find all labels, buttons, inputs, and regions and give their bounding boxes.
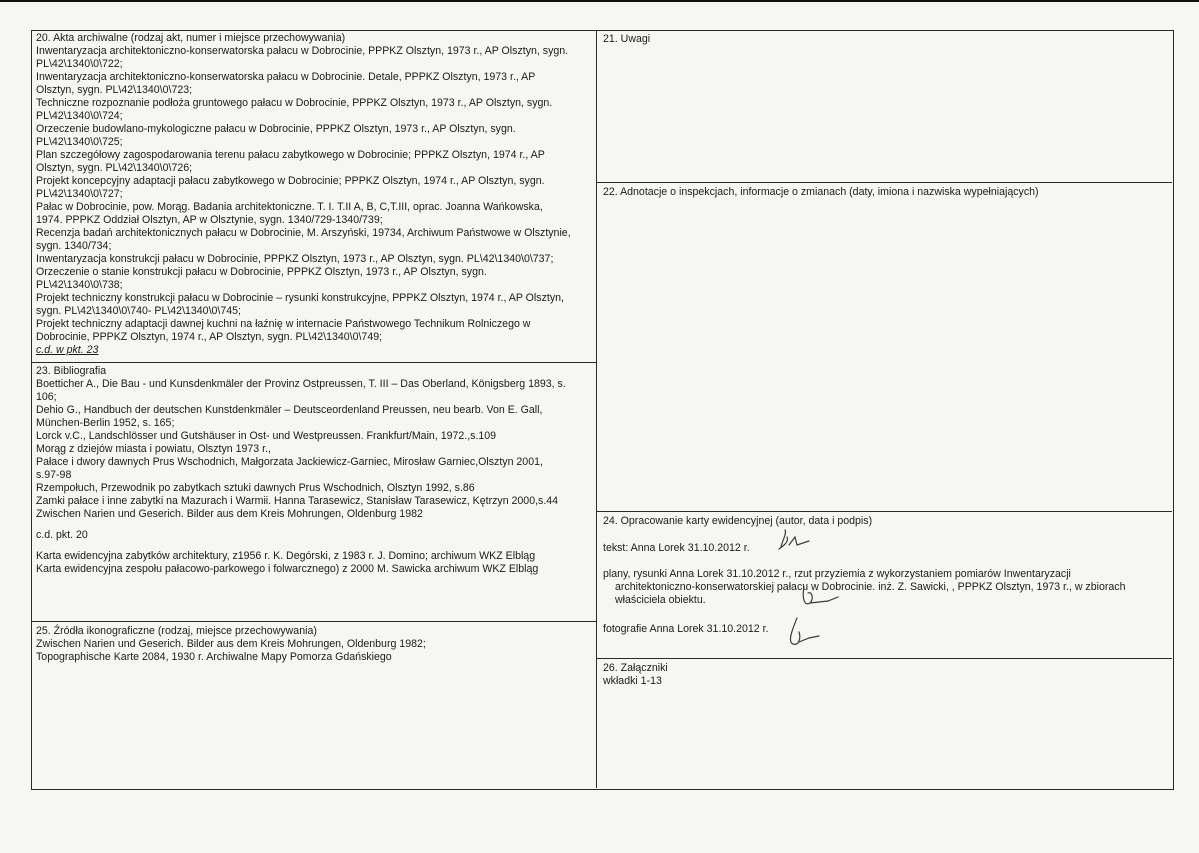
archive-line: Projekt koncepcyjny adaptacji pałacu zabytkowego w Dobrocinie; PPPKZ Olsztyn, 1974 r., AP Olsztyn, sygn.: [36, 175, 545, 187]
archive-line: PL\42\1340\0\725;: [36, 136, 123, 148]
signature-mark: [783, 612, 828, 652]
section-25-iconographic-sources: [36, 625, 592, 664]
section-22-inspection-notes: [603, 186, 1168, 199]
archive-line: PL\42\1340\0\738;: [36, 279, 123, 291]
text-author-line: tekst: Anna Lorek 31.10.2012 r.: [603, 542, 750, 554]
bibliography-line: 106;: [36, 391, 57, 403]
bibliography-line: Zamki pałace i inne zabytki na Mazurach i Warmii. Hanna Tarasewicz, Stanisław Tarasewicz, Kętrzyn 2000,s.44: [36, 495, 559, 507]
section-24-card-preparation: [603, 515, 1168, 528]
archive-line: Orzeczenie budowlano-mykologiczne pałacu w Dobrocinie, PPPKZ Olsztyn, 1973 r., AP Olsztyn, sygn.: [36, 123, 516, 135]
text-author-line-box: [603, 542, 1168, 555]
attachments-text: wkładki 1-13: [603, 675, 662, 687]
section-20-heading: 20. Akta archiwalne (rodzaj akt, numer i miejsce przechowywania): [36, 32, 346, 44]
archive-line: 1974. PPPKZ Oddział Olsztyn, AP w Olsztynie, sygn. 1340/729-1340/739;: [36, 214, 383, 226]
plans-author-line: właściciela obiektu.: [615, 594, 706, 606]
divider-20-23: [31, 362, 596, 363]
bibliography-extra-line: Karta ewidencyjna zabytków architektury, z1956 r. K. Degórski, z 1983 r. J. Domino; archiwum WKZ Elbląg: [36, 550, 536, 562]
bibliography-line: Lorck v.C., Landschlösser und Gutshäuser in Ost- und Westpreussen. Frankfurt/Main, 1972.,s.109: [36, 430, 497, 442]
bibliography-line: Pałace i dwory dawnych Prus Wschodnich, Małgorzata Jackiewicz-Garniec, Mirosław Garniec,Olsztyn 2001,: [36, 456, 543, 468]
bibliography-line: München-Berlin 1952, s. 165;: [36, 417, 175, 429]
section-23-heading: 23. Bibliografia: [36, 365, 107, 377]
bibliography-line: Zwischen Narien und Geserich. Bilder aus dem Kreis Mohrungen, Oldenburg 1982: [36, 508, 423, 520]
bibliography-line: Dehio G., Handbuch der deutschen Kunstdenkmäler – Deutsceordenland Preussen, neu bearb. Von E. Gall,: [36, 404, 543, 416]
divider-24-26: [596, 658, 1172, 659]
continued-note: c.d. w pkt. 23: [36, 344, 99, 356]
archive-line: Recenzja badań architektonicznych pałacu w Dobrocinie, M. Arszyński, 19734, Archiwum Państwowe w Olsztynie,: [36, 227, 571, 239]
archive-line: sygn. 1340/734;: [36, 240, 112, 252]
archive-line: Dobrocinie, PPPKZ Olsztyn, 1974 r., AP Olsztyn, sygn. PL\42\1340\0\749;: [36, 331, 383, 343]
archive-line: Pałac w Dobrocinie, pow. Morąg. Badania architektoniczne. T. I. T.II A, B, C,T.III, oprac. Joanna Wańkowska,: [36, 201, 543, 213]
plans-author-line: architektoniczno-konserwatorskiej pałacu w Dobrocinie. inż. Z. Sawicki, , PPPKZ Olsztyn, 1973 r., w zbiorach: [615, 581, 1126, 593]
bibliography-line: Boetticher A., Die Bau - und Kunsdenkmäler der Provinz Ostpreussen, T. III – Das Oberland, Königsberg 1893, s.: [36, 378, 566, 390]
signature-mark: [798, 583, 843, 613]
archive-line: Inwentaryzacja architektoniczno-konserwatorska pałacu w Dobrocinie, PPPKZ Olsztyn, 1973 r., AP Olsztyn, sygn.: [36, 45, 569, 57]
section-26-heading: 26. Załączniki: [603, 662, 668, 674]
cd-pkt-20-note: c.d. pkt. 20: [36, 529, 88, 541]
archive-line: Olsztyn, sygn. PL\42\1340\0\726;: [36, 162, 193, 174]
signature-mark: [773, 527, 823, 555]
archive-line: Plan szczegółowy zagospodarowania terenu pałacu zabytkowego w Dobrocinie; PPPKZ Olsztyn, 1974 r., AP: [36, 149, 545, 161]
bibliography-line: Morąg z dziejów miasta i powiatu, Olsztyn 1973 r.,: [36, 443, 271, 455]
archive-line: Inwentaryzacja architektoniczno-konserwatorska pałacu w Dobrocinie. Detale, PPPKZ Olsztyn, 1973 r., AP: [36, 71, 536, 83]
archive-line: PL\42\1340\0\722;: [36, 58, 123, 70]
archive-line: Inwentaryzacja konstrukcji pałacu w Dobrocinie, PPPKZ Olsztyn, 1973 r., AP Olsztyn, sygn. PL\42\1340\0\737;: [36, 253, 554, 265]
plans-author-line: plany, rysunki Anna Lorek 31.10.2012 r., rzut przyziemia z wykorzystaniem pomiarów Inwentaryzacji: [603, 568, 1071, 580]
divider-22-24: [596, 511, 1172, 512]
archive-line: PL\42\1340\0\724;: [36, 110, 123, 122]
section-23-bibliography: [36, 365, 592, 576]
divider-21-22: [596, 182, 1172, 183]
iconographic-line: Topographische Karte 2084, 1930 r. Archiwalne Mapy Pomorza Gdańskiego: [36, 651, 392, 663]
section-22-heading: 22. Adnotacje o inspekcjach, informacje o zmianach (daty, imiona i nazwiska wypełniających): [603, 186, 1039, 198]
scan-top-edge: [0, 0, 1199, 2]
archive-line: sygn. PL\42\1340\0\740- PL\42\1340\0\745;: [36, 305, 241, 317]
section-26-attachments: [603, 662, 1163, 688]
photo-author-box: [603, 623, 1168, 636]
archive-line: PL\42\1340\0\727;: [36, 188, 123, 200]
bibliography-line: Rzempołuch, Przewodnik po zabytkach sztuki dawnych Prus Wschodnich, Olsztyn 1992, s.86: [36, 482, 475, 494]
column-divider: [596, 30, 597, 788]
photo-author-line: fotografie Anna Lorek 31.10.2012 r.: [603, 623, 769, 635]
section-24-heading: 24. Opracowanie karty ewidencyjnej (autor, data i podpis): [603, 515, 873, 527]
section-25-heading: 25. Źródła ikonograficzne (rodzaj, miejsce przechowywania): [36, 625, 317, 637]
archive-line: Projekt techniczny konstrukcji pałacu w Dobrocinie – rysunki konstrukcyjne, PPPKZ Olsztyn, 1974 r., AP Olsztyn,: [36, 292, 564, 304]
bibliography-line: s.97-98: [36, 469, 72, 481]
archive-line: Techniczne rozpoznanie podłoża gruntowego pałacu w Dobrocinie, PPPKZ Olsztyn, 1973 r., AP Olsztyn, sygn.: [36, 97, 553, 109]
bibliography-extra-line: Karta ewidencyjna zespołu pałacowo-parkowego i folwarcznego) z 2000 M. Sawicka archiwum WKZ Elbląg: [36, 563, 539, 575]
section-21-remarks: [603, 33, 1163, 46]
archive-line: Olsztyn, sygn. PL\42\1340\0\723;: [36, 84, 193, 96]
section-20-archival-records: [36, 32, 592, 357]
archive-line: Orzeczenie o stanie konstrukcji pałacu w Dobrocinie, PPPKZ Olsztyn, 1973 r., AP Olsztyn, sygn.: [36, 266, 487, 278]
section-21-heading: 21. Uwagi: [603, 33, 651, 45]
divider-23-25: [31, 621, 596, 622]
archive-line: Projekt techniczny adaptacji dawnej kuchni na łaźnię w internacie Państwowego Technikum Rolniczego w: [36, 318, 531, 330]
iconographic-line: Zwischen Narien und Geserich. Bilder aus dem Kreis Mohrungen, Oldenburg 1982;: [36, 638, 426, 650]
plans-author-box: [603, 568, 1168, 607]
